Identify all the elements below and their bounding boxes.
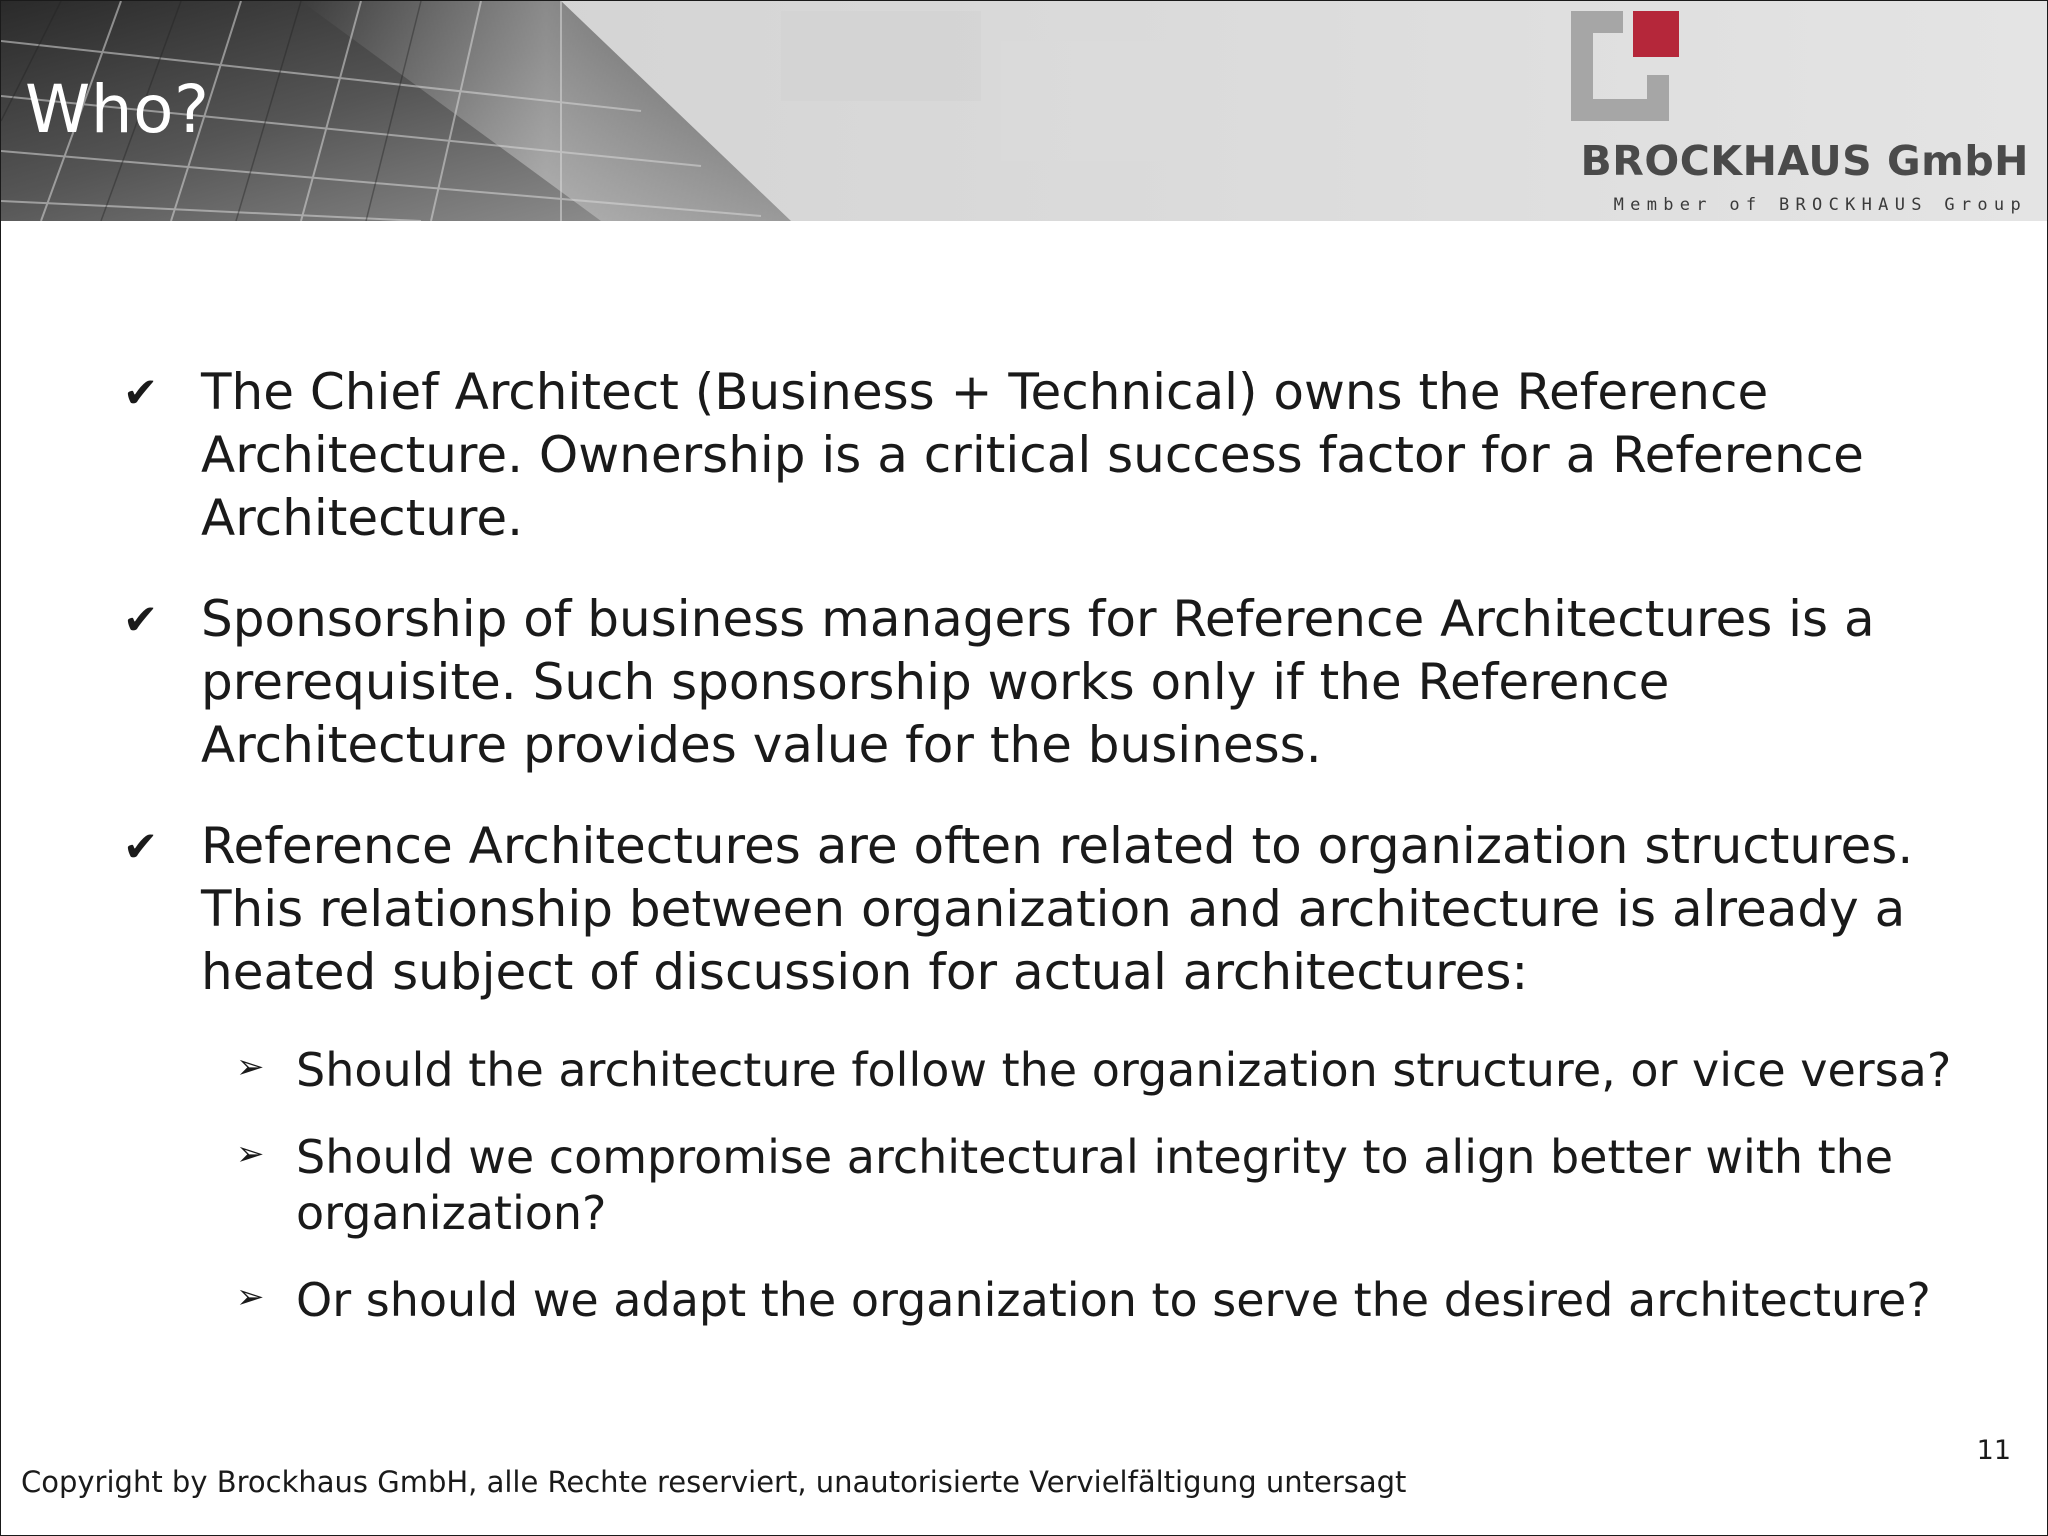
list-item <box>121 815 1991 1004</box>
page-number: 11 <box>1976 1435 2011 1466</box>
arrowhead-icon: ➢ <box>236 1047 265 1087</box>
sub-list-item-text: Or should we adapt the organization to serve the desired architecture? <box>296 1273 1931 1327</box>
sub-list-item <box>236 1272 1991 1328</box>
sub-list-item <box>236 1129 1991 1241</box>
arrowhead-icon: ➢ <box>236 1277 265 1317</box>
company-tagline: Member of BROCKHAUS Group <box>1613 195 2027 215</box>
list-item-text: Sponsorship of business managers for Reference Architectures is a prerequisite. Such sponsorship works only if the Reference Architecture provides value for the business. <box>201 590 1875 774</box>
sub-list-item-text: Should the architecture follow the organization structure, or vice versa? <box>296 1043 1952 1097</box>
brockhaus-logo-mark-icon <box>1571 11 1679 123</box>
checkmark-icon: ✔ <box>123 595 159 644</box>
list-item <box>121 361 1991 550</box>
checkmark-icon: ✔ <box>123 822 159 871</box>
company-name: BROCKHAUS GmbH <box>1580 137 2029 185</box>
checkmark-icon: ✔ <box>123 368 159 417</box>
list-item-text: Reference Architectures are often related to organization structures. This relationship between organization and architecture is already a heated subject of discussion for actual architectures: <box>201 817 1914 1001</box>
arrowhead-icon: ➢ <box>236 1134 265 1174</box>
footer-copyright: Copyright by Brockhaus GmbH, alle Rechte reserviert, unautorisierte Vervielfältigung untersagt <box>21 1465 1407 1499</box>
list-item <box>121 588 1991 777</box>
header-banner <box>1 1 2047 221</box>
bullet-list <box>121 361 1991 1359</box>
sub-list-item-text: Should we compromise architectural integrity to align better with the organization? <box>296 1130 1894 1240</box>
brockhaus-logo <box>1571 11 2041 215</box>
list-item-text: The Chief Architect (Business + Technical) owns the Reference Architecture. Ownership is a critical success factor for a Reference Architecture. <box>201 363 1864 547</box>
sub-list-item <box>236 1042 1991 1098</box>
slide-title: Who? <box>25 71 210 148</box>
